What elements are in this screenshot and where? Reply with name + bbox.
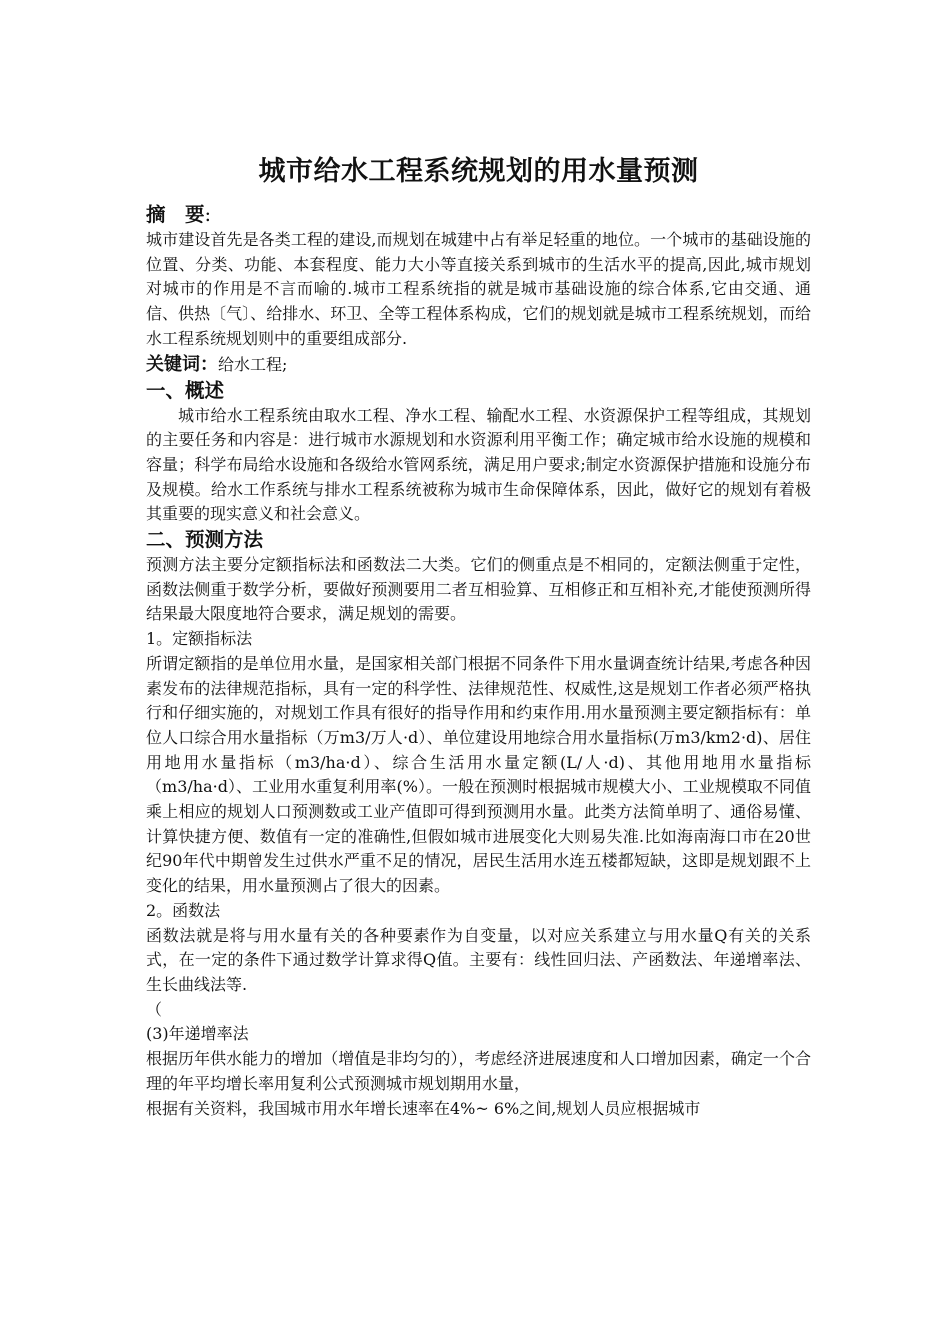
sub1-text: 所谓定额指的是单位用水量，是国家相关部门根据不同条件下用水量调查统计结果,考虑各种因素发布的法律规范指标，具有一定的科学性、法律规范性、权威性,这是规划工作者必须严格执行和仔细实施的，对规划工作具有很好的指导作用和约束作用.用水量预测主要定额指标有：单位人口综合用水量指标（万m3/万人·d）、单位建设用地综合用水量指标(万m3/km2·d)、居住用地用水量指标（m3/ha·d）、综合生活用水量定额(L/人·d)、其他用地用水量指标（m3/ha·d）、工业用水重复利用率(%）。一般在预测时根据城市规模大小、工业规模取不同值乘上相应的规划人口预测数或工业产值即可得到预测用水量。此类方法简单明了、通俗易懂、计算快捷方便、数值有一定的准确性,但假如城市进展变化大则易失准.比如海南海口市在20世纪90年代中期曾发生过供水严重不足的情况，居民生活用水连五楼都短缺，这即是规划跟不上变化的结果，用水量预测占了很大的因素。 bbox=[146, 653, 811, 896]
section1-text: 城市给水工程系统由取水工程、净水工程、输配水工程、水资源保护工程等组成，其规划的主要任务和内容是：进行城市水源规划和水资源利用平衡工作；确定城市给水设施的规模和容量；科学布局给水设施和各级给水管网系统，满足用户要求;制定水资源保护措施和设施分布及规模。给水工作系统与排水工程系统被称为城市生命保障体系，因此，做好它的规划有着极其重要的现实意义和社会意义。 bbox=[146, 405, 811, 524]
document-page bbox=[146, 150, 811, 1121]
sub3-text: 根据历年供水能力的增加（增值是非均匀的），考虑经济进展速度和人口增加因素，确定一个合理的年平均增长率用复利公式预测城市规划期用水量， bbox=[146, 1049, 811, 1093]
abstract-label bbox=[146, 202, 811, 228]
sub3-text-2: 根据有关资料，我国城市用水年增长速率在4%~ 6%之间,规划人员应根据城市 bbox=[146, 1098, 701, 1118]
section2-heading: 二、预测方法 bbox=[146, 528, 264, 552]
keywords bbox=[146, 352, 811, 378]
document-title: 城市给水工程系统规划的用水量预测 bbox=[258, 156, 699, 187]
abstract-colon: : bbox=[204, 203, 212, 226]
stray-char: （ bbox=[146, 999, 163, 1019]
sub2-heading: 2。函数法 bbox=[146, 900, 221, 920]
sub3-heading: (3)年递增率法 bbox=[146, 1024, 249, 1044]
keywords-label: 关键词： bbox=[146, 353, 218, 375]
abstract-label-text: 摘 要 bbox=[146, 203, 205, 226]
abstract-text: 城市建设首先是各类工程的建设,而规划在城建中占有举足轻重的地位。一个城市的基础设施的位置、分类、功能、本套程度、能力大小等直接关系到城市的生活水平的提高,因此,城市规划对城市的作用是不言而喻的.城市工程系统指的就是城市基础设施的综合体系,它由交通、通信、供热〔气〕、给排水、环卫、全等工程体系构成，它们的规划就是城市工程系统规划，而给水工程系统规划则中的重要组成部分. bbox=[146, 230, 811, 348]
section2-intro: 预测方法主要分定额指标法和函数法二大类。它们的侧重点是不相同的，定额法侧重于定性，函数法侧重于数学分析，要做好预测要用二者互相验算、互相修正和互相补充,才能使预测所得结果最大限度地符合要求，满足规划的需要。 bbox=[146, 555, 811, 624]
keywords-value: 给水工程; bbox=[218, 354, 288, 374]
sub2-text: 函数法就是将与用水量有关的各种要素作为自变量，以对应关系建立与用水量Q有关的关系式，在一定的条件下通过数学计算求得Q值。主要有：线性回归法、产函数法、年递增率法、生长曲线法等. bbox=[146, 925, 811, 994]
sub1-heading: 1。定额指标法 bbox=[146, 629, 253, 649]
section1-heading: 一、概述 bbox=[146, 378, 225, 402]
